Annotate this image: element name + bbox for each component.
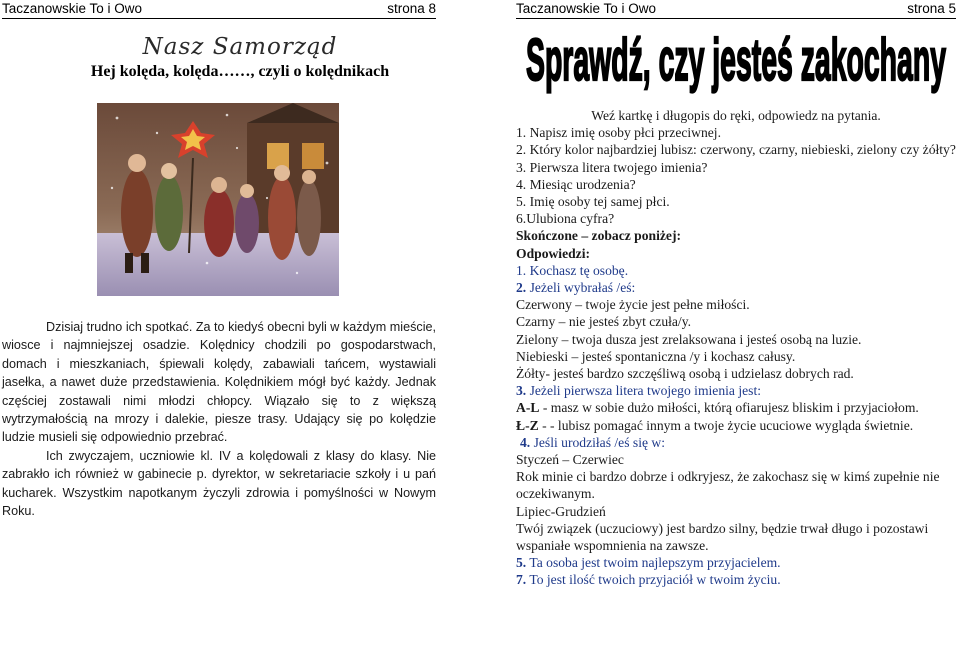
question: 5. Imię osoby tej samej płci. <box>516 194 670 210</box>
answers-heading: Odpowiedzi: <box>516 245 591 261</box>
letter-answer-text: - - lubisz pomagać innym a twoje życie ucuciowe wygląda świetnie. <box>538 417 914 433</box>
answer-number: 5. <box>516 555 527 571</box>
answer-7-text: To jest ilość twoich przyjaciół w twoim życiu. <box>529 572 781 588</box>
article-paragraph: Dzisiaj trudno ich spotkać. Za to kiedyś obecni byli w każdym mieście, wiosce i najmniejszej osadzie. Kolędnicy chodzili po gospodarstwach, domach i mieszkaniach, śpiewali kolędy, zabawiali tańcem, wystawiali jasełka, a nawet duże przedstawienia. Kolędnikiem mógł być każdy. Jednak częściej zostawali nimi młodzi chłopcy. Wiązało się to z większą wytrzymałością na mrozy i dalekie, piesze trasy. Udający się po kolędzie ludzie musieli się odpowiednio przebrać. <box>2 320 436 445</box>
answer-number: 3. <box>516 383 527 399</box>
color-answer: Zielony – twoja dusza jest zrelaksowana i jesteś osobą na luzie. <box>516 331 862 347</box>
color-answer: Żółty- jesteś bardzo szczęśliwą osobą i udzielasz dobrych rad. <box>516 366 854 382</box>
color-answer: Niebieski – jesteś spontaniczna /y i kochasz całusy. <box>516 348 796 364</box>
month-range: Lipiec-Grudzień <box>516 503 606 519</box>
quiz-title <box>516 30 956 94</box>
color-answer: Czarny – nie jesteś zbyt czuła/y. <box>516 314 692 330</box>
right-page <box>480 0 960 646</box>
quiz-content <box>516 107 956 589</box>
answer-number: 2. <box>516 280 527 296</box>
newsletter-title: Taczanowskie To i Owo <box>2 1 143 16</box>
page-header-left <box>2 0 436 18</box>
page-header-right <box>516 0 956 18</box>
section-masthead: Nasz Samorząd <box>142 34 338 60</box>
letter-answer-text: - masz w sobie dużo miłości, którą ofiarujesz bliskim i przyjaciołom. <box>539 400 919 416</box>
answer-2-text: Jeżeli wybrałaś /eś: <box>529 280 636 296</box>
quiz-intro: Weź kartkę i długopis do ręki, odpowiedz na pytania. <box>591 108 881 123</box>
answer-1: 1. Kochasz tę osobę. <box>516 262 629 278</box>
done-heading: Skończone – zobacz poniżej: <box>516 228 681 244</box>
question: 4. Miesiąc urodzenia? <box>516 176 636 192</box>
header-rule <box>2 18 436 19</box>
carolers-painting <box>97 103 339 296</box>
answer-4-text: Jeśli urodziłaś /eś się w: <box>533 434 665 450</box>
answer-5 <box>516 554 956 571</box>
letter-answer <box>516 399 956 416</box>
answer-7 <box>516 571 956 588</box>
answer-number: 7. <box>516 572 527 588</box>
question: 2. Który kolor najbardziej lubisz: czerwony, czarny, niebieski, zielony czy żółty? <box>516 142 956 158</box>
question: 1. Napisz imię osoby płci przeciwnej. <box>516 125 721 141</box>
month-range: Styczeń – Czerwiec <box>516 452 624 468</box>
answer-5-text: Ta osoba jest twoim najlepszym przyjacielem. <box>529 555 781 571</box>
newsletter-title: Taczanowskie To i Owo <box>516 1 657 16</box>
letter-answer <box>516 417 956 434</box>
color-answer: Czerwony – twoje życie jest pełne miłości. <box>516 297 750 313</box>
article-body <box>2 318 436 520</box>
article-title: Hej kolęda, kolęda……, czyli o kolędnikach <box>90 63 390 80</box>
question: 6.Ulubiona cyfra? <box>516 211 615 227</box>
header-rule <box>516 18 956 19</box>
question: 3. Pierwsza litera twojego imienia? <box>516 159 708 175</box>
article-paragraph: Ich zwyczajem, uczniowie kl. IV a kolędowali z klasy do klasy. Nie zabrakło ich również w gabinecie p. dyrektor, w sekretariacie szkoły i u pań kucharek. Wszystkim napotkanym życzyli zdrowia i pomyślności w Nowym Roku. <box>2 448 436 519</box>
answer-4-heading <box>516 434 956 451</box>
month-answer: Twój związek (uczuciowy) jest bardzo silny, będzie trwał długo i pozostawi wspaniałe wspomnienia na zawsze. <box>516 520 929 554</box>
page-number: strona 5 <box>907 1 956 16</box>
answer-number: 4. <box>520 434 531 450</box>
page-number: strona 8 <box>387 1 436 16</box>
letter-range: Ł-Z <box>516 417 539 433</box>
answer-3-heading <box>516 382 956 399</box>
letter-range: A-L <box>516 400 540 416</box>
answer-2-heading <box>516 279 956 296</box>
quiz-title-text: Sprawdź, czy jesteś zakochany <box>526 30 946 94</box>
answer-3-text: Jeżeli pierwsza litera twojego imienia jest: <box>529 383 761 399</box>
month-answer: Rok minie ci bardzo dobrze i odkryjesz, że zakochasz się w kimś zupełnie nie oczekiwanym. <box>516 469 940 502</box>
